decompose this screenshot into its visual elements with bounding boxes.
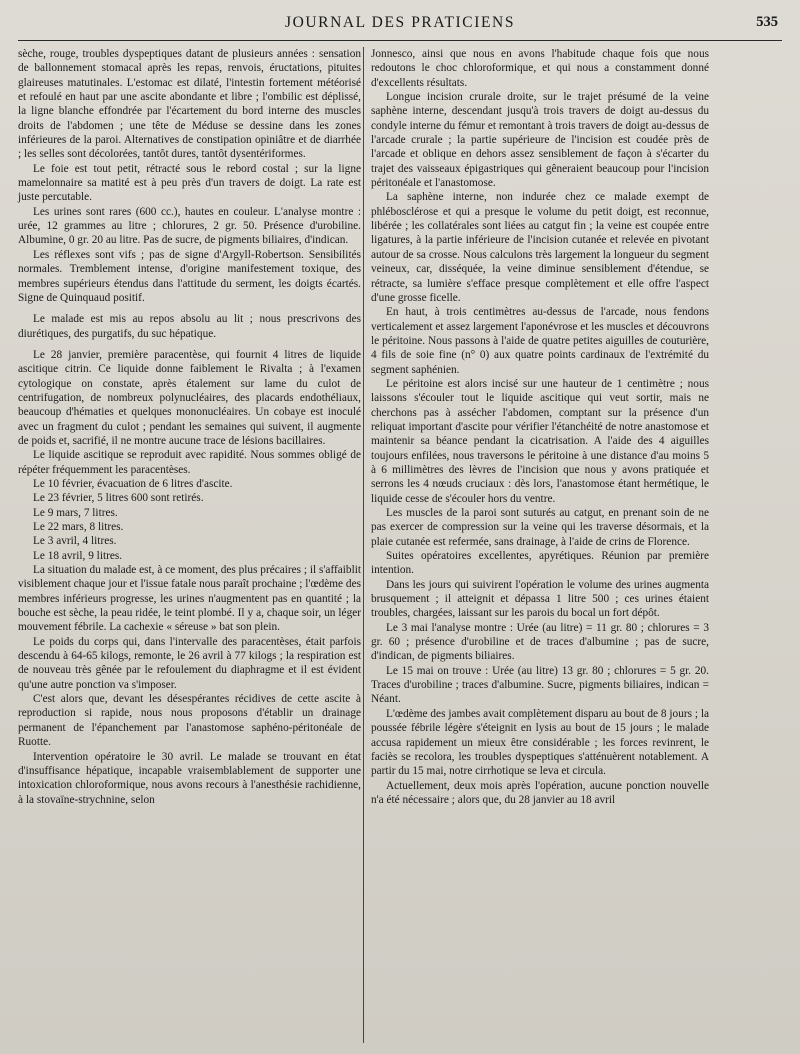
paragraph: Le 18 avril, 9 litres. [33, 549, 123, 562]
paragraph: C'est alors que, devant les désespérantes récidives de cette ascite à reproduction si rapide, nous nous proposons d'établir un drainage permanent de l'épanchement par l'anastomose saphéno-péritonéale de Ruotte. [18, 693, 361, 749]
paragraph: Le 28 janvier, première paracentèse, qui fournit 4 litres de liquide ascitique citrin. Ce liquide donne faiblement le Rivalta ; à l'examen cytologique on constate, après étalement sur lame du culot de centrifugation, de nombreux polynucléaires, des placards endothéliaux, beaucoup d'hématies et quelques mononucléaires. Un cobaye est inoculé avec un fragment du culot ; pendant les semaines qui suivent, il augmente de poids et, sacrifié, il ne montre aucune trace de lésions bacillaires. [18, 348, 361, 447]
paragraph: Le 9 mars, 7 litres. [33, 506, 118, 519]
column-divider [363, 47, 364, 1043]
paragraph: Le 23 février, 5 litres 600 sont retirés. [33, 492, 204, 505]
paragraph: Le poids du corps qui, dans l'intervalle des paracentèses, était parfois descendu à 64-65 kilogs, remonte, le 26 avril à 77 kilogs ; la respiration est de nouveau très gênée par le refoulement du diaphragme et il est évident qu'une autre ponction va s'imposer. [18, 635, 361, 691]
paragraph: La situation du malade est, à ce moment, des plus précaires ; il s'affaiblit visiblement chaque jour et l'issue fatale nous paraît prochaine ; l'œdème des membres inférieurs progresse, les urines n'augmentent pas en quantité ; la bouche est sèche, la peau ridée, le teint plombé. Il y a, chaque soir, un léger mouvement fébrile. La cachexie « séreuse » bat son plein. [18, 564, 361, 634]
paragraph: Les réflexes sont vifs ; pas de signe d'Argyll-Robertson. Sensibilités normales. Tremblement intense, d'origine manifestement toxique, des membres supérieurs étendus dans l'attitude du serment, les doigts écartés. Signe de Quinquaud positif. [18, 248, 361, 304]
paragraph: Dans les jours qui suivirent l'opération le volume des urines augmenta brusquement ; il atteignit et dépassa 1 litre 500 ; ces urines étaient troubles, chargées, laissant sur les parois du bocal un fort dépôt. [371, 578, 709, 620]
paragraph: Le 10 février, évacuation de 6 litres d'ascite. [33, 477, 233, 490]
paragraph: Le péritoine est alors incisé sur une hauteur de 1 centimètre ; nous laissons s'écouler tout le liquide ascitique qui veut sortir, mais ne cherchons pas à assécher l'abdomen, comptant sur la présence d'un reliquat important d'ascite pour vérifier l'étanchéité de notre anastomose et maintenir sa béance pendant la cicatrisation. A l'aide des 4 aiguilles toujours enfilées, nous traversons le péritoine à une distance d'au moins 5 à 6 millimètres des lèvres de l'incision que nous y avons pratiquée et serrons les 4 nœuds cruciaux : dès lors, l'anastomose étant hermétique, le liquide cesse de s'écouler hors du ventre. [371, 377, 709, 505]
paragraph: Le 3 avril, 4 litres. [33, 535, 117, 548]
paragraph: Le liquide ascitique se reproduit avec rapidité. Nous sommes obligé de répéter fréquemment les paracentèses. [18, 449, 361, 476]
running-header [18, 10, 782, 36]
paragraph: Suites opératoires excellentes, apyrétiques. Réunion par première intention. [371, 550, 709, 577]
paragraph: Jonnesco, ainsi que nous en avons l'habitude chaque fois que nous redoutons le choc chloroformique, et qui nous a constamment donné d'excellents résultats. [371, 48, 709, 89]
paragraph: sèche, rouge, troubles dyspeptiques datant de plusieurs années : sensation de ballonnement stomacal après les repas, renvois, éructations, pituites glaireuses matutinales. L'estomac est dilaté, l'intestin fortement météorisé et refoulé en haut par une ascite abondante et libre ; l'ombilic est déplissé, la ligne blanche effondrée par l'écartement du bord interne des muscles droits de l'abdomen ; une tête de Méduse se dessine dans les zones inférieures de la paroi. Alternatives de constipation opiniâtre et de diarrhée ; les selles sont décolorées, tantôt dures, tantôt dysentériformes. [18, 48, 361, 161]
paragraph: Longue incision crurale droite, sur le trajet présumé de la veine saphène interne, descendant jusqu'à trois travers de doigt au-dessus du condyle interne du fémur et remontant à trois travers de doigt au-dessus de l'arcade crurale ; la partie supérieure de l'incision est coudée près de l'arcade et oblique en dehors assez sensiblement de façon à s'écarter du trajet des vaisseaux épigastriques qui gêneraient beaucoup pour l'incision péritonéale et l'anastomose. [371, 91, 709, 190]
paragraph: Le 22 mars, 8 litres. [33, 521, 124, 533]
paragraph: La saphène interne, non indurée chez ce malade exempt de phlébosclérose et qui a presque le volume du petit doigt, est reconnue, libérée ; les collatérales sont liées au catgut fin ; la veine est coupée entre ligatures, à la partie inférieure de l'incision cutanée et relevée en pivotant autour de sa crosse. Nous calculons très largement la longueur du segment veineux, car, disséquée, la veine diminue sensiblement d'étendue, se rétracte, sa lumière s'efface presque complètement et elle offre l'aspect d'une grosse ficelle. [371, 191, 709, 304]
paragraph: Intervention opératoire le 30 avril. Le malade se trouvant en état d'insuffisance hépatique, incapable vraisemblablement de supporter une intoxication chloroformique, nous avons recours à l'anesthésie rachidienne, à la stovaïne-strychnine, selon [18, 750, 361, 806]
paragraph: L'œdème des jambes avait complètement disparu au bout de 8 jours ; la poussée fébrile légère s'éteignit en lysis au bout de 15 jours ; le malade accusa rapidement un mieux être considérable ; les forces revinrent, le faciès se recolora, les troubles dyspeptiques s'atténuèrent notablement. A partir du 15 mai, notre cirrhotique se leva et circula. [371, 707, 709, 778]
paragraph: Actuellement, deux mois après l'opération, aucune ponction nouvelle n'a été nécessaire ; alors que, du 28 janvier au 18 avril [371, 779, 709, 806]
paragraph: Le 15 mai on trouve : Urée (au litre) 13 gr. 80 ; chlorures = 5 gr. 20. Traces d'urobiline ; traces d'albumine. Sucre, pigments biliaires, indican = Néant. [371, 664, 709, 706]
page-number: 535 [756, 14, 778, 30]
right-column [371, 47, 709, 807]
paragraph: Le malade est mis au repos absolu au lit ; nous prescrivons des diurétiques, des purgatifs, du suc hépatique. [18, 313, 361, 340]
paragraph: Les muscles de la paroi sont suturés au catgut, en prenant soin de ne pas exercer de compression sur la veine qui les traverse désormais, et la plaie cutanée est refermée, sans drainage, à l'aide de crins de Florence. [371, 507, 709, 548]
left-column [18, 47, 361, 807]
paragraph: En haut, à trois centimètres au-dessus de l'arcade, nous fendons verticalement et assez largement l'aponévrose et les muscles et découvrons le péritoine. Nous passons à l'aide de quatre petites aiguilles de couturière, 4 fils de soie fine (n° 0) aux quatre points cardinaux de l'extrémité du segment saphénien. [371, 306, 709, 376]
paragraph: Le 3 mai l'analyse montre : Urée (au litre) = 11 gr. 80 ; chlorures = 3 gr. 60 ; présence d'urobiline et de traces d'albumine ; pas de sucre, d'indican, de pigments biliaires. [371, 621, 709, 663]
paragraph: Les urines sont rares (600 cc.), hautes en couleur. L'analyse montre : urée, 12 grammes au litre ; chlorures, 2 gr. 50. Présence d'urobiline. Albumine, 0 gr. 20 au litre. Pas de sucre, de pigments biliaires, d'indican. [18, 205, 361, 247]
paragraph: Le foie est tout petit, rétracté sous le rebord costal ; sur la ligne mamelonnaire sa matité est à peu près d'un travers de doigt. La rate est juste percutable. [18, 162, 361, 204]
header-rule [18, 40, 782, 41]
journal-title: JOURNAL DES PRATICIENS [284, 14, 516, 31]
